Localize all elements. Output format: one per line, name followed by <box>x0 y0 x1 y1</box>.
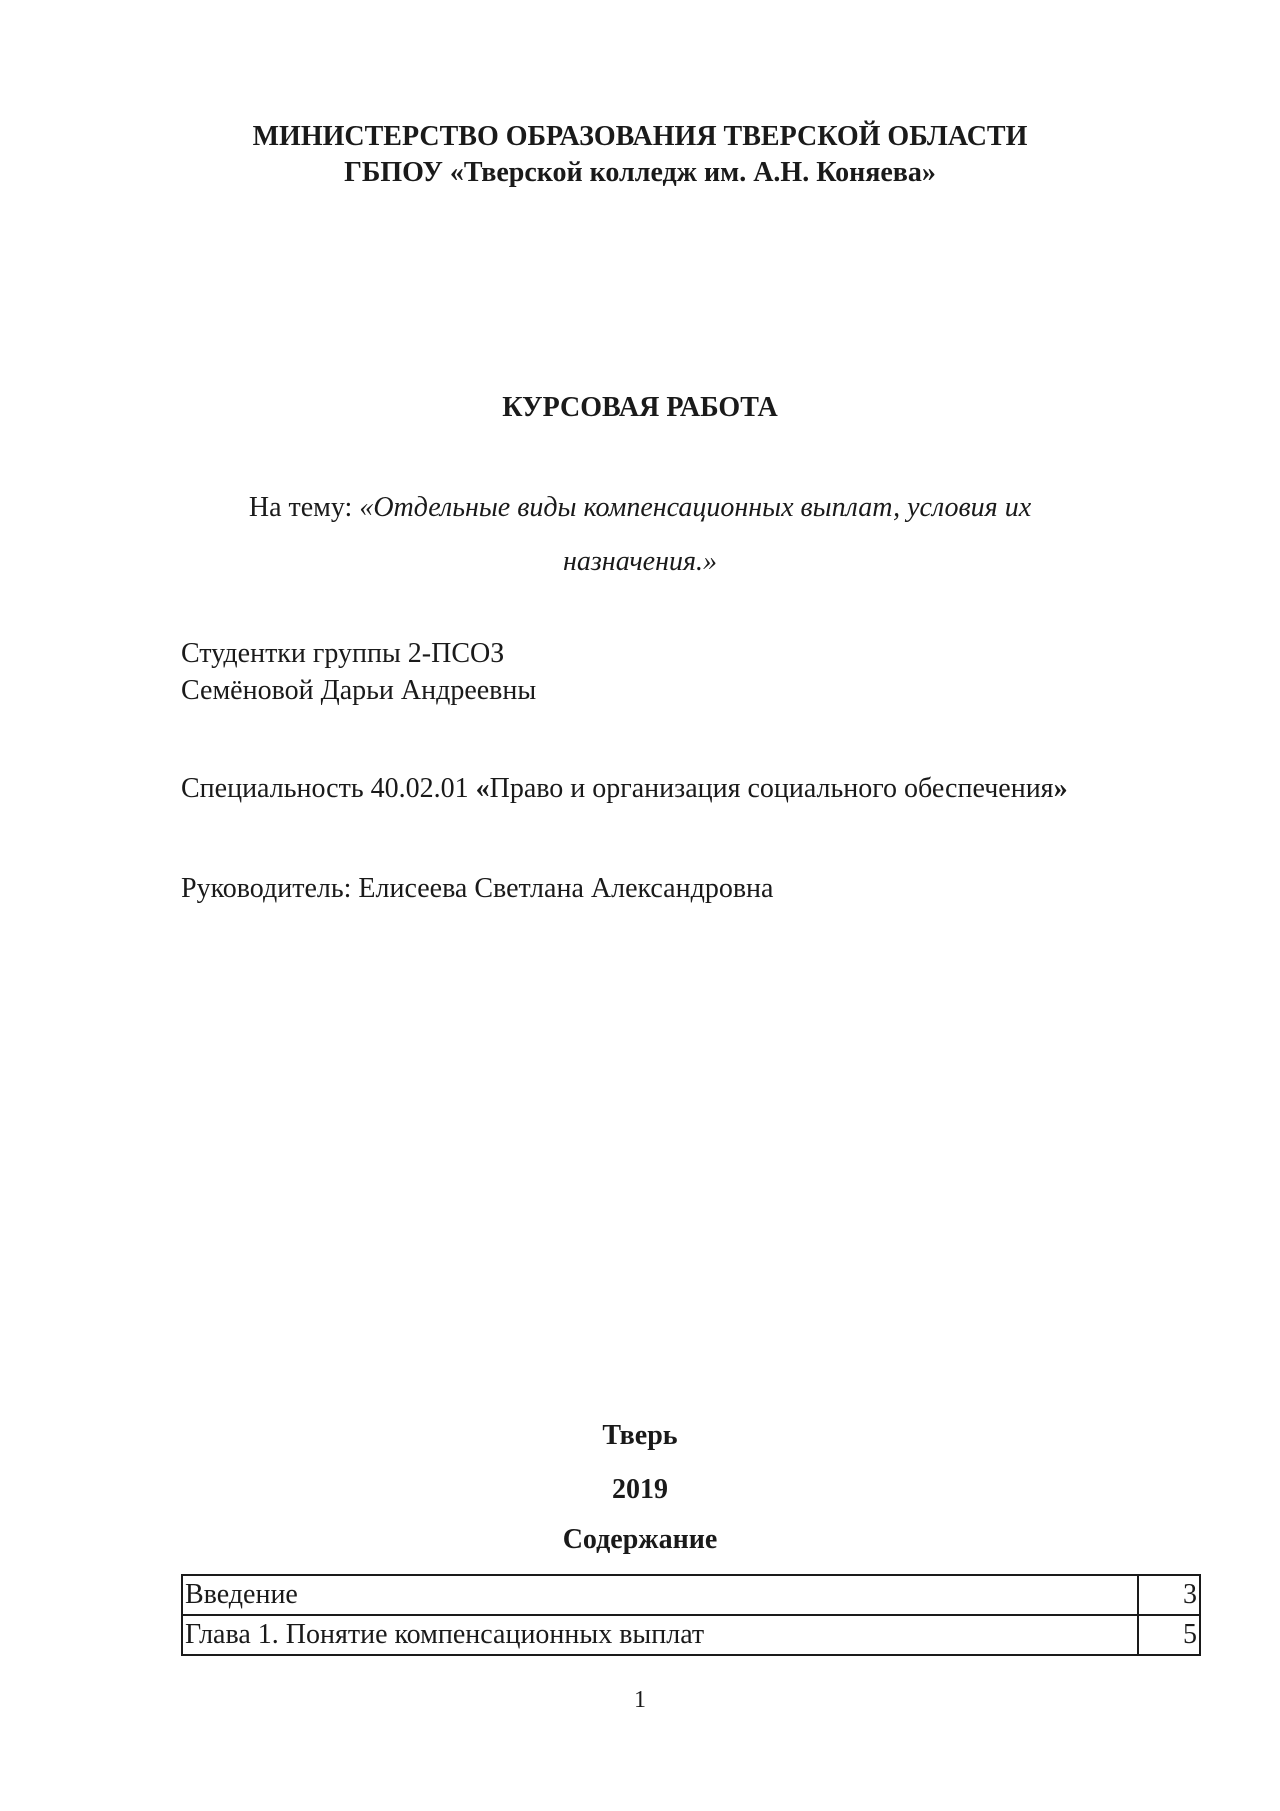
page-number: 1 <box>634 1687 646 1713</box>
ministry-heading: МИНИСТЕРСТВО ОБРАЗОВАНИЯ ТВЕРСКОЙ ОБЛАСТИ <box>252 121 1028 152</box>
college-heading: ГБПОУ «Тверской колледж им. А.Н. Коняева» <box>344 157 936 188</box>
toc-entry-page: 5 <box>1138 1615 1200 1655</box>
toc-entry-title: Введение <box>182 1575 1138 1615</box>
specialty-name: Право и организация социального обеспечения <box>489 773 1054 804</box>
toc-entry-title: Глава 1. Понятие компенсационных выплат <box>182 1615 1138 1655</box>
specialty-prefix: Специальность 40.02.01 <box>181 773 476 804</box>
table-row <box>182 1575 1200 1615</box>
topic-text: «Отдельные виды компенсационных выплат, условия их назначения.» <box>359 492 1032 577</box>
toc-entry-page: 3 <box>1138 1575 1200 1615</box>
contents-table <box>181 1574 1201 1656</box>
city-label: Тверь <box>602 1420 678 1451</box>
student-group: Студентки группы 2-ПСОЗ <box>181 638 505 669</box>
specialty-line <box>181 770 1068 807</box>
contents-heading: Содержание <box>562 1524 718 1555</box>
specialty-quote-close: » <box>1053 773 1068 804</box>
topic-prefix: На тему: <box>248 492 360 523</box>
table-row <box>182 1615 1200 1655</box>
topic-paragraph <box>200 481 1080 589</box>
document-title: КУРСОВАЯ РАБОТА <box>502 392 778 423</box>
specialty-quote-open: « <box>475 773 490 804</box>
year-label: 2019 <box>612 1474 668 1505</box>
supervisor-line: Руководитель: Елисеева Светлана Александровна <box>181 873 774 904</box>
student-name: Семёновой Дарьи Андреевны <box>181 675 537 706</box>
